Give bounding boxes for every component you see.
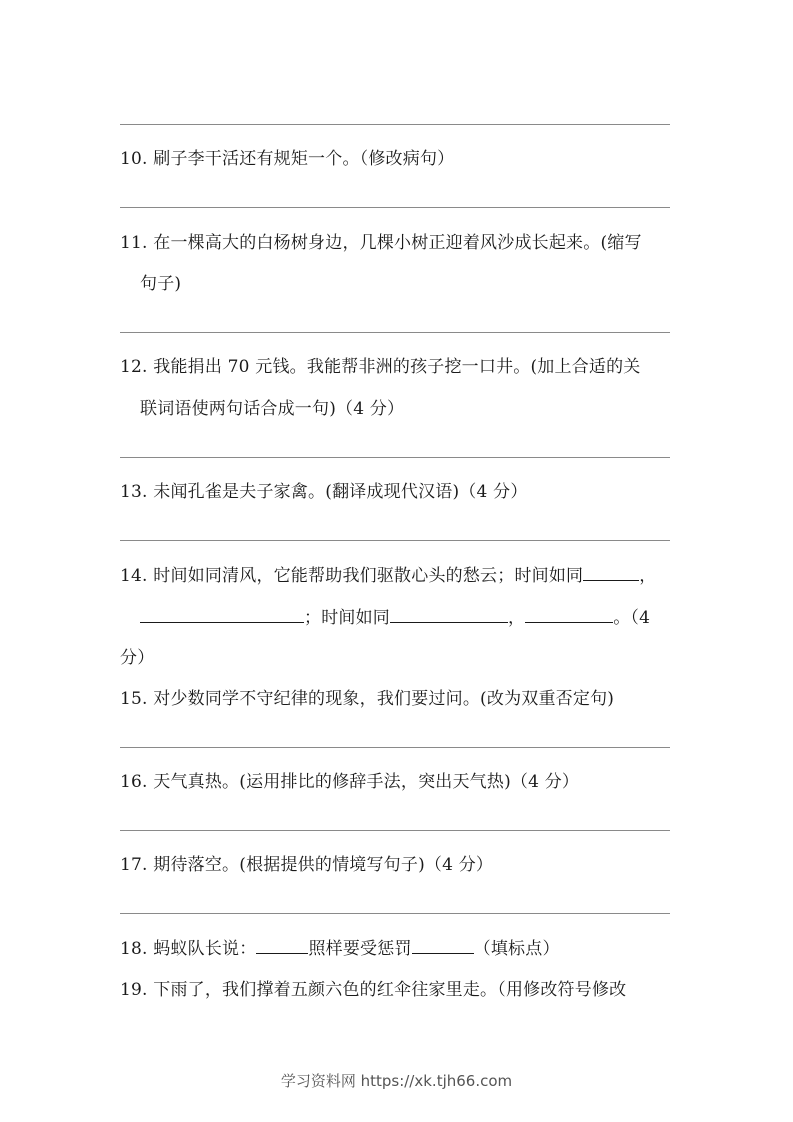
answer-line <box>120 457 670 458</box>
question-14-line2 <box>140 606 650 629</box>
question-18-text: 18. 蚂蚁队长说： <box>120 939 257 959</box>
question-10: 10. 刷子李干活还有规矩一个。（修改病句） <box>120 149 455 169</box>
question-13: 13. 未闻孔雀是夫子家禽。(翻译成现代汉语)（4 分） <box>120 482 528 502</box>
question-18-middle: 照样要受惩罚 <box>308 939 412 959</box>
fill-blank[interactable] <box>390 606 508 623</box>
footer-site: 学习资料网 https://xk.tjh66.com <box>280 1072 513 1090</box>
fill-blank[interactable] <box>583 564 639 581</box>
question-17: 17. 期待落空。(根据提供的情境写句子)（4 分） <box>120 855 494 875</box>
fill-blank[interactable] <box>256 937 308 954</box>
fill-blank[interactable] <box>412 937 474 954</box>
punct: ；时间如同 <box>304 608 390 628</box>
question-14-text: 14. 时间如同清风，它能帮助我们驱散心头的愁云；时间如同 <box>120 566 584 586</box>
answer-line <box>120 332 670 333</box>
question-16: 16. 天气真热。(运用排比的修辞手法，突出天气热)（4 分） <box>120 772 580 792</box>
question-11-line1: 11. 在一棵高大的白杨树身边，几棵小树正迎着风沙成长起来。(缩写 <box>120 233 642 253</box>
fill-blank[interactable] <box>140 606 304 623</box>
answer-line <box>120 913 670 914</box>
punct: ， <box>639 566 657 586</box>
question-18 <box>120 937 560 960</box>
answer-line <box>120 207 670 208</box>
answer-line <box>120 124 670 125</box>
question-19: 19. 下雨了，我们撑着五颜六色的红伞往家里走。（用修改符号修改 <box>120 980 627 1000</box>
fill-blank[interactable] <box>525 606 613 623</box>
question-12-line1: 12. 我能捐出 70 元钱。我能帮非洲的孩子挖一口井。(加上合适的关 <box>120 357 641 377</box>
question-18-instruction: （填标点） <box>473 939 560 959</box>
punct: ， <box>508 608 526 628</box>
punct: 。（4 <box>613 608 651 628</box>
question-15: 15. 对少数同学不守纪律的现象，我们要过问。(改为双重否定句) <box>120 689 615 709</box>
answer-line <box>120 830 670 831</box>
question-14-line3: 分） <box>120 648 155 668</box>
question-14-line1 <box>120 564 656 587</box>
question-12-line2: 联词语使两句话合成一句)（4 分） <box>140 399 405 419</box>
answer-line <box>120 540 670 541</box>
question-11-line2: 句子) <box>140 274 182 294</box>
answer-line <box>120 747 670 748</box>
